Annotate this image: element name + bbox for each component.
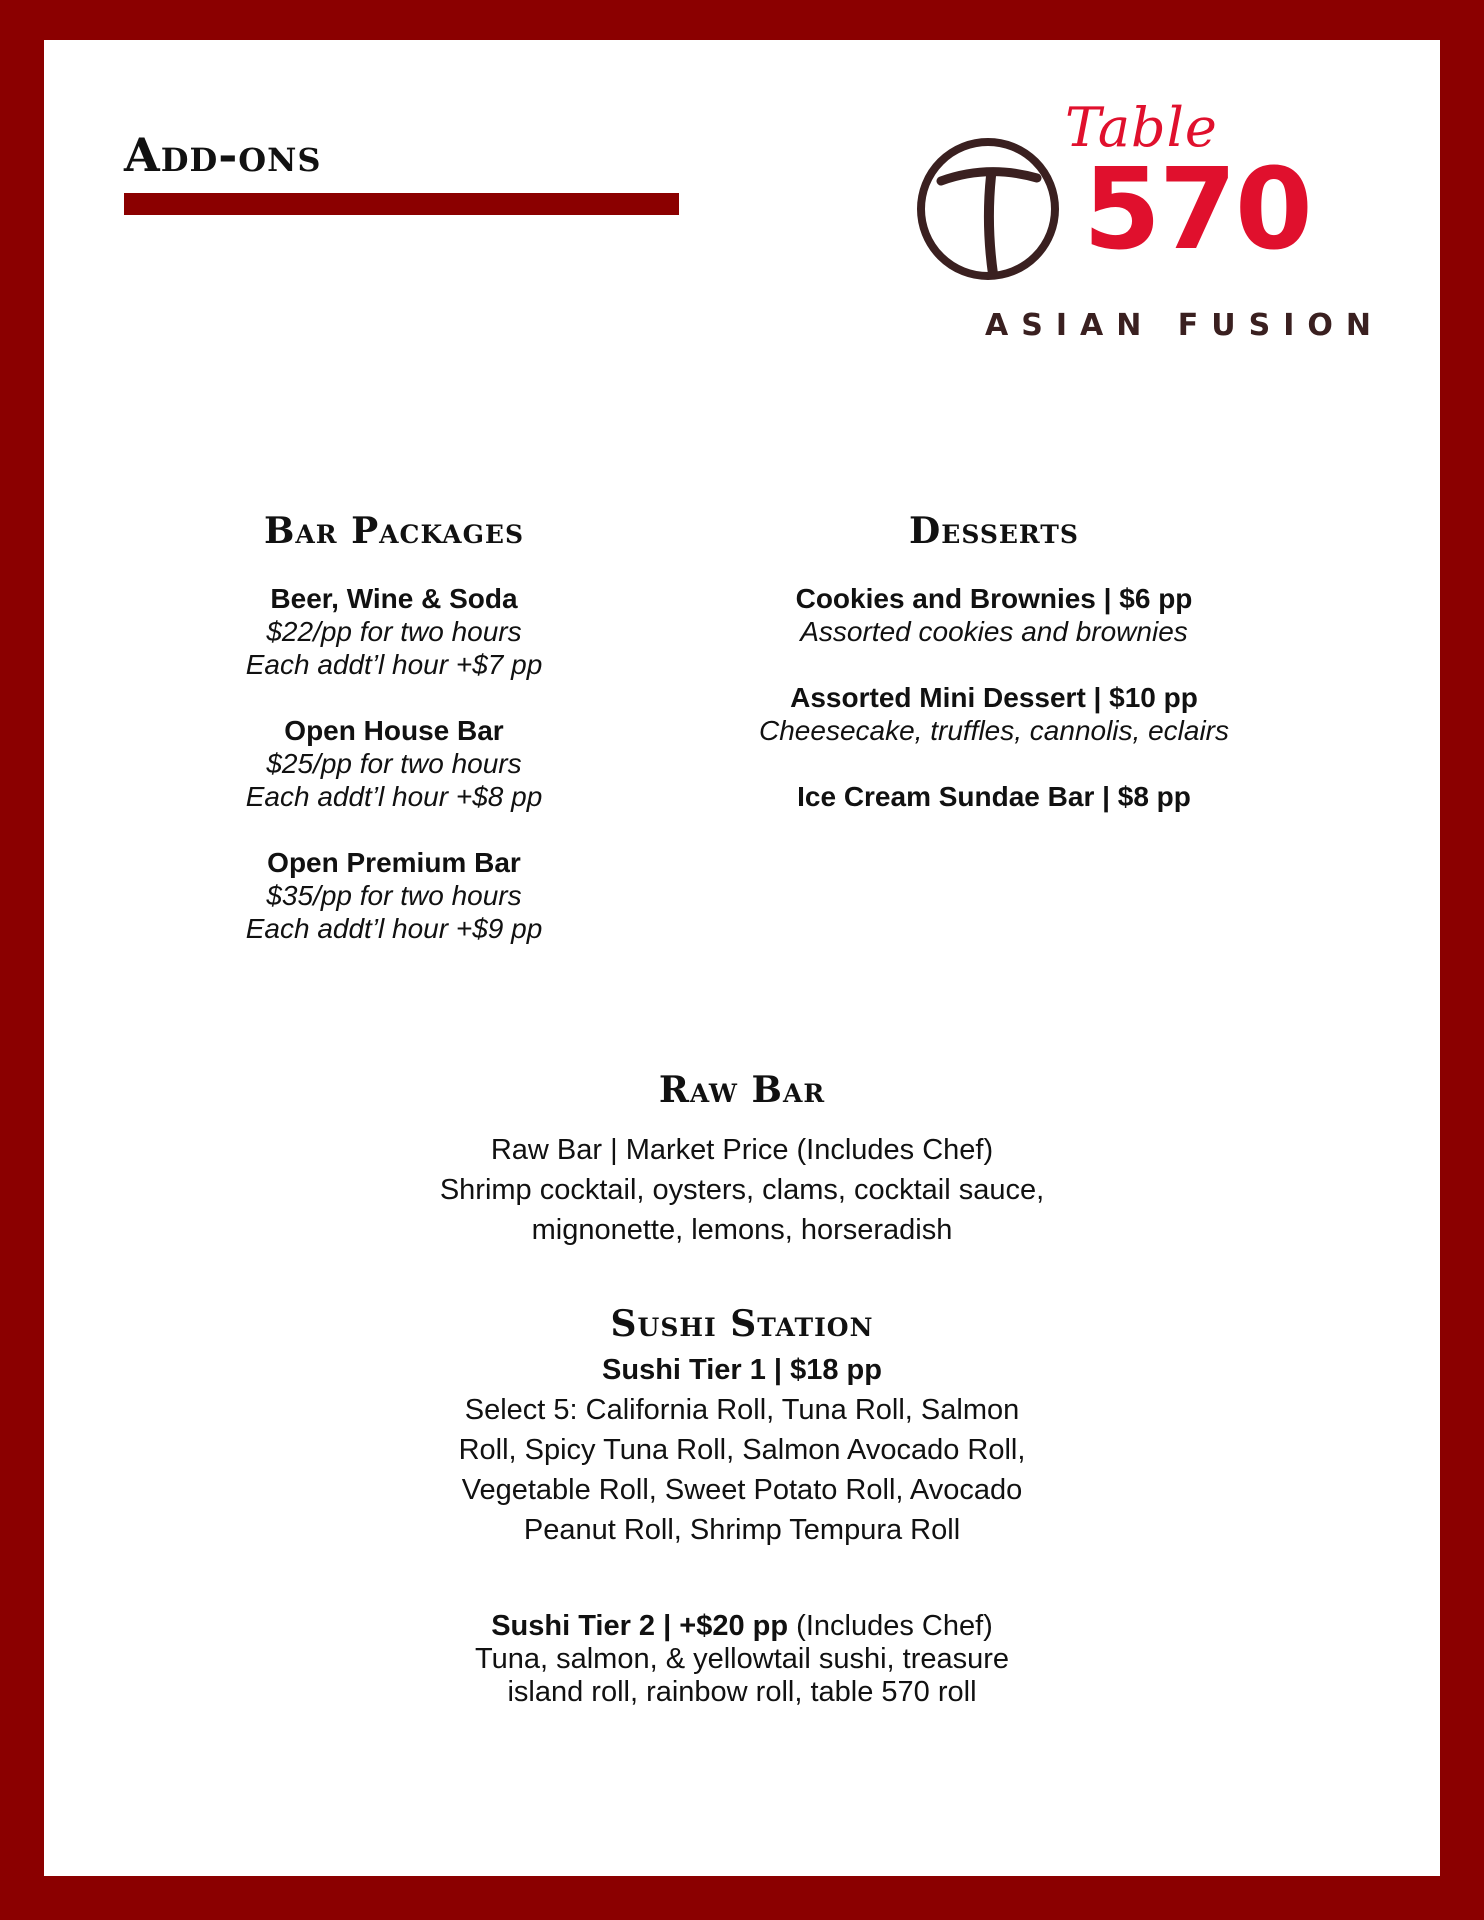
sushi-tier-2 bbox=[342, 1610, 1142, 1709]
item-desc: Cheesecake, truffles, cannolis, eclairs bbox=[759, 715, 1229, 746]
item-extra: Each addt’l hour +$9 pp bbox=[245, 913, 543, 944]
item-extra: Each addt’l hour +$7 pp bbox=[245, 649, 543, 680]
raw-bar-items: mignonette, lemons, horseradish bbox=[531, 1214, 953, 1246]
list-item bbox=[744, 582, 1244, 648]
list-item bbox=[744, 780, 1244, 813]
item-desc: Assorted cookies and brownies bbox=[800, 616, 1188, 647]
sushi-tier-2-header bbox=[342, 1610, 1142, 1643]
item-name: Ice Cream Sundae Bar | $8 pp bbox=[797, 781, 1191, 812]
sushi-tier-1 bbox=[342, 1350, 1142, 1550]
raw-bar-text bbox=[342, 1130, 1142, 1250]
sushi-tier-1-title: Sushi Tier 1 | $18 pp bbox=[602, 1354, 882, 1386]
sushi-tier-1-line: Vegetable Roll, Sweet Potato Roll, Avocado bbox=[461, 1474, 1023, 1506]
list-item bbox=[144, 714, 644, 813]
item-name: Cookies and Brownies | $6 pp bbox=[795, 583, 1193, 614]
raw-bar-heading: Raw Bar bbox=[658, 1069, 826, 1111]
item-name: Open House Bar bbox=[284, 715, 504, 746]
item-price: $22/pp for two hours bbox=[266, 616, 522, 647]
item-name: Assorted Mini Dessert | $10 pp bbox=[790, 682, 1198, 713]
sushi-tier-2-line: island roll, rainbow roll, table 570 roll bbox=[507, 1676, 977, 1708]
item-price: $35/pp for two hours bbox=[266, 880, 522, 911]
bar-packages-heading: Bar Packages bbox=[263, 510, 525, 552]
restaurant-logo bbox=[913, 96, 1393, 356]
desserts-heading: Desserts bbox=[909, 510, 1079, 552]
raw-bar-price: Raw Bar | Market Price (Includes Chef) bbox=[490, 1134, 994, 1166]
sushi-tier-1-line: Peanut Roll, Shrimp Tempura Roll bbox=[523, 1514, 961, 1546]
bar-packages-list bbox=[144, 582, 644, 978]
logo-number: 570 bbox=[1083, 145, 1311, 275]
sushi-tier-2-line: Tuna, salmon, & yellowtail sushi, treasure bbox=[474, 1643, 1010, 1675]
sushi-tier-1-line: Roll, Spicy Tuna Roll, Salmon Avocado Roll, bbox=[458, 1434, 1026, 1466]
menu-page bbox=[44, 40, 1440, 1876]
logo-tagline: ASIAN FUSION bbox=[985, 308, 1384, 343]
title-underline bbox=[124, 193, 679, 215]
list-item bbox=[144, 582, 644, 681]
list-item bbox=[744, 681, 1244, 747]
sushi-tier-1-line: Select 5: California Roll, Tuna Roll, Salmon bbox=[464, 1394, 1020, 1426]
page-title: Add-ons bbox=[124, 128, 322, 182]
sushi-station-heading: Sushi Station bbox=[610, 1303, 874, 1345]
sushi-tier-2-note: (Includes Chef) bbox=[796, 1610, 993, 1642]
t-emblem-icon bbox=[913, 134, 1063, 284]
sushi-tier-2-title: Sushi Tier 2 | +$20 pp bbox=[491, 1610, 789, 1642]
raw-bar-items: Shrimp cocktail, oysters, clams, cocktail sauce, bbox=[439, 1174, 1045, 1206]
logo-script-word: Table bbox=[1065, 96, 1218, 159]
desserts-list bbox=[744, 582, 1244, 846]
item-name: Open Premium Bar bbox=[267, 847, 521, 878]
item-extra: Each addt’l hour +$8 pp bbox=[245, 781, 543, 812]
item-name: Beer, Wine & Soda bbox=[270, 583, 518, 614]
list-item bbox=[144, 846, 644, 945]
item-price: $25/pp for two hours bbox=[266, 748, 522, 779]
